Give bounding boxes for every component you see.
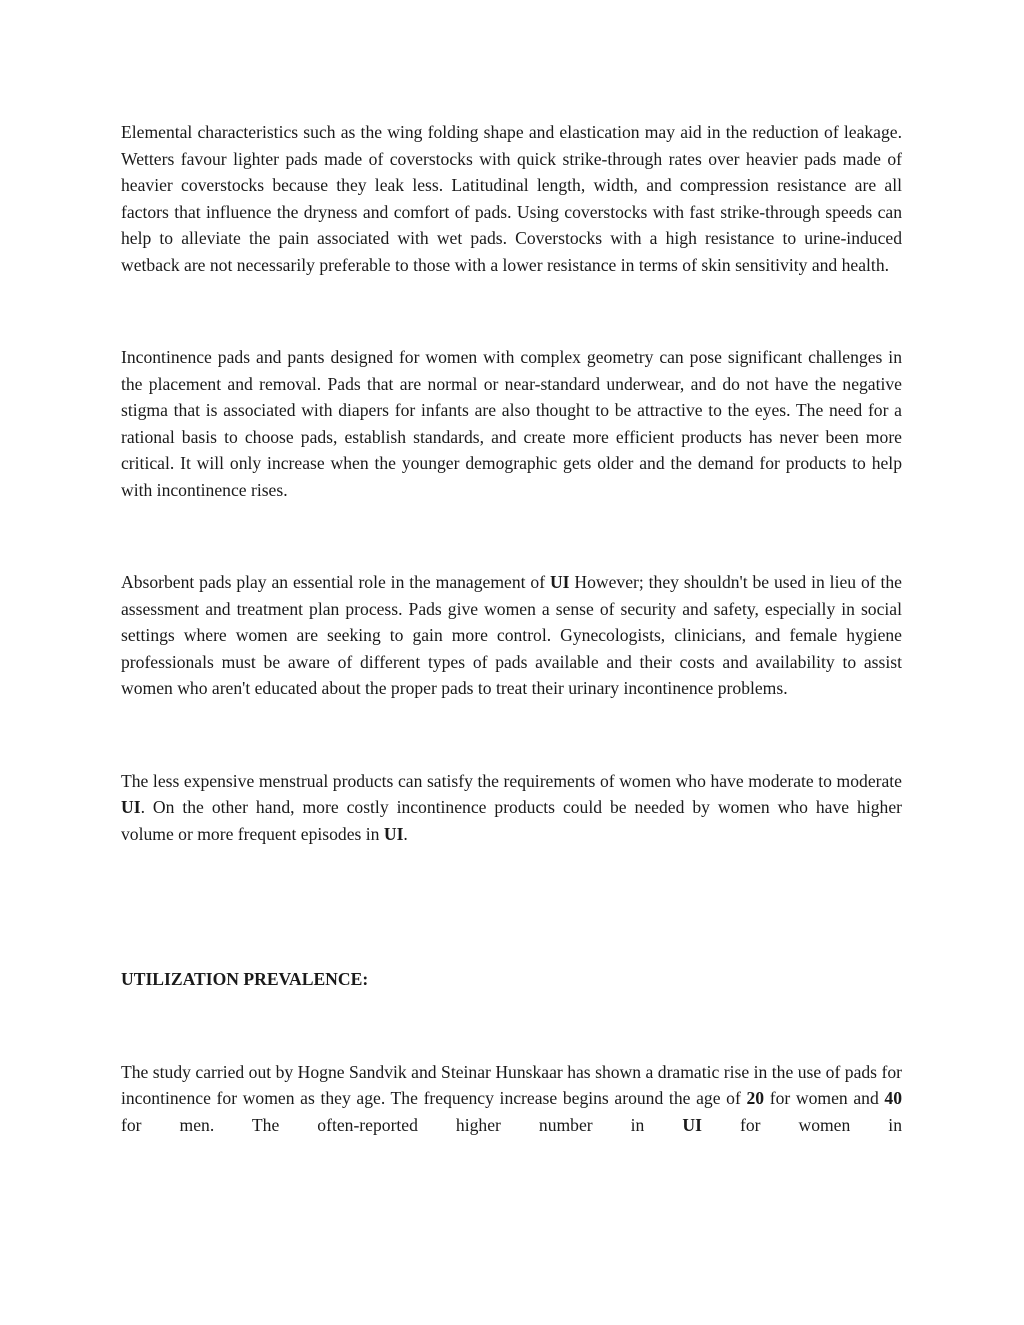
section-heading-utilization-prevalence: UTILIZATION PREVALENCE: xyxy=(121,969,369,989)
paragraph-elemental-characteristics: Elemental characteristics such as the wing folding shape and elastication may aid in the reduction of leakage. Wetters favour lighter pads made of coverstocks with quick strike-through rates over heavier pads made of heavier coverstocks because they leak less. Latitudinal length, width, and compression resistance are all factors that influence the dryness and comfort of pads. Using coverstocks with fast strike-through speeds can help to alleviate the pain associated with wet pads. Coverstocks with a high resistance to urine-induced wetback are not necessarily preferable to those with a lower resistance in terms of skin sensitivity and health. xyxy=(121,122,902,275)
bold-term-ui: UI xyxy=(549,572,570,592)
bold-number-20: 20 xyxy=(746,1088,765,1108)
bold-number-40: 40 xyxy=(884,1088,902,1108)
text-segment: The less expensive menstrual products can satisfy the requirements of women who have moderate to moderate xyxy=(121,770,902,791)
paragraph-absorbent-pads xyxy=(121,569,902,702)
text-segment: . xyxy=(403,823,408,844)
text-segment: for men. The often-reported higher number in xyxy=(121,1114,683,1135)
paragraph-study-sandvik-hunskaar xyxy=(121,1059,902,1139)
paragraph-incontinence-pads-design: Incontinence pads and pants designed for women with complex geometry can pose significant challenges in the placement and removal. Pads that are normal or near-standard underwear, and do not have the negative stigma that is associated with diapers for infants are also thought to be attractive to the eyes. The need for a rational basis to choose pads, establish standards, and create more efficient products has never been more critical. It will only increase when the younger demographic gets older and the demand for products to help with incontinence rises. xyxy=(121,347,902,500)
text-segment: Absorbent pads play an essential role in the management of xyxy=(121,572,550,592)
text-segment: for women in xyxy=(701,1114,902,1135)
text-segment: However; they shouldn't be used in lieu of the assessment and treatment plan process. Pads give women a sense of security and safety, especially in social settings where women are seeking to gain more control. Gynecologists, clinicians, and female hygiene professionals must be aware of different types of pads available and their costs and availability to assist women who aren't educated about the proper pads to treat their urinary incontinence problems. xyxy=(121,572,902,698)
document-page xyxy=(121,119,902,1138)
text-segment: . On the other hand, more costly incontinence products could be needed by women who have higher volume or more frequent episodes in xyxy=(121,797,902,844)
bold-term-ui: UI xyxy=(383,823,404,844)
paragraph-menstrual-products xyxy=(121,768,902,848)
bold-term-ui: UI xyxy=(682,1114,702,1135)
text-segment: The study carried out by Hogne Sandvik and Steinar Hunskaar has shown a dramatic rise in the use of pads for incontinence for women as they age. The frequency increase begins around the age of xyxy=(121,1061,902,1108)
bold-term-ui: UI xyxy=(121,797,141,817)
text-segment: for women and xyxy=(764,1088,885,1108)
